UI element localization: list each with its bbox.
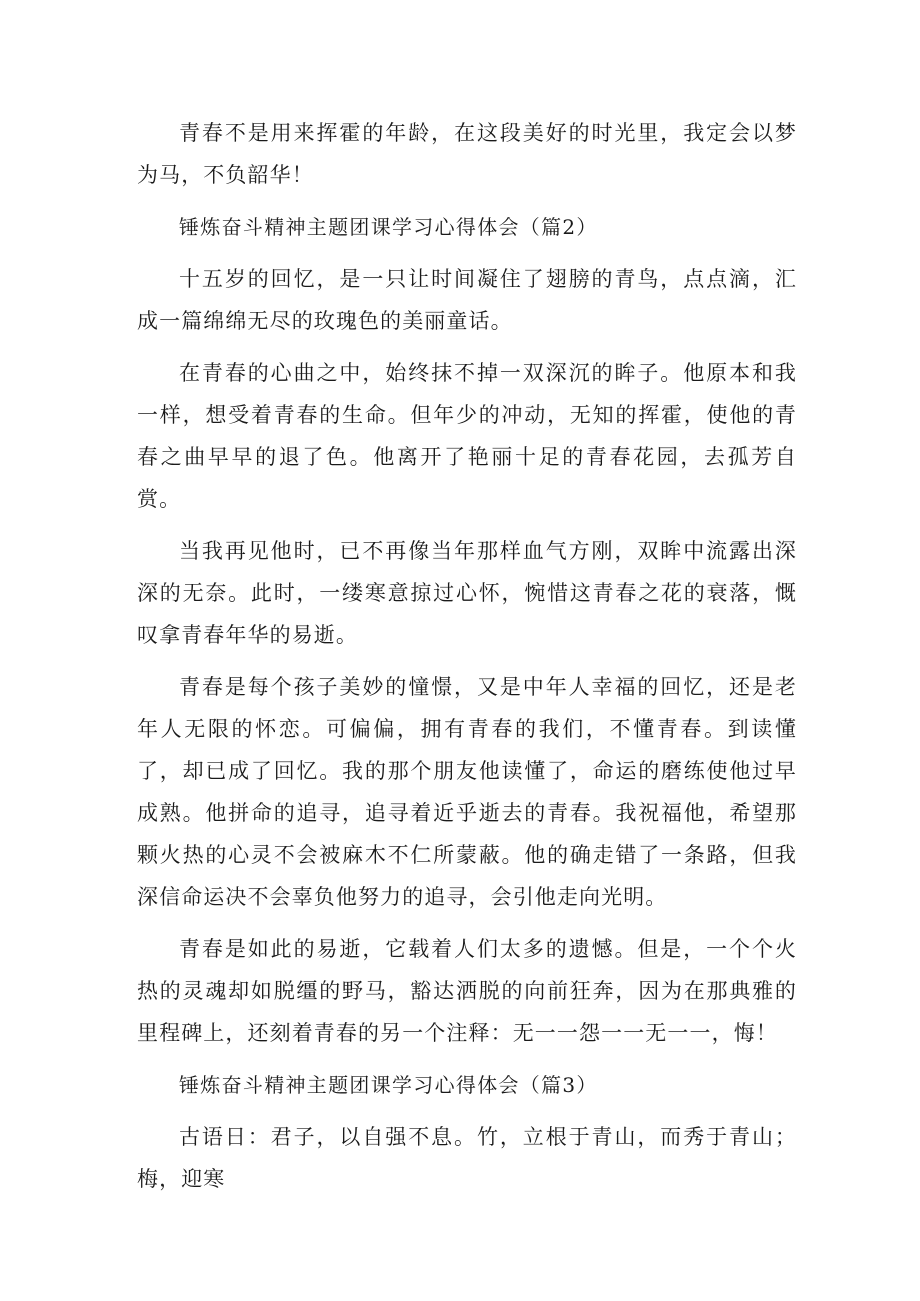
paragraph: 青春是每个孩子美妙的憧憬，又是中年人幸福的回忆，还是老年人无限的怀恋。可偏偏，拥有青春的我们，不懂青春。到读懂了，却已成了回忆。我的那个朋友他读懂了，命运的磨练使他过早成熟。他拼命的追寻，追寻着近乎逝去的青春。我祝福他，希望那颗火热的心灵不会被麻木不仁所蒙蔽。他的确走错了一条路，但我深信命运决不会辜负他努力的追寻，会引他走向光明。 (137, 675, 797, 909)
paragraph: 青春不是用来挥霍的年龄，在这段美好的时光里，我定会以梦为马，不负韶华！ (137, 121, 797, 187)
section-heading: 锤炼奋斗精神主题团课学习心得体会（篇2） (179, 215, 598, 239)
section-heading: 锤炼奋斗精神主题团课学习心得体会（篇3） (179, 1073, 598, 1097)
document-body (137, 112, 797, 1200)
paragraph: 当我再见他时，已不再像当年那样血气方刚，双眸中流露出深深的无奈。此时，一缕寒意掠过心怀，惋惜这青春之花的衰落，慨叹拿青春年华的易逝。 (137, 539, 797, 647)
paragraph: 青春是如此的易逝，它载着人们太多的遗憾。但是，一个个火热的灵魂却如脱缰的野马，豁达洒脱的向前狂奔，因为在那典雅的里程碑上，还刻着青春的另一个注释：无一一怨一一无一一，悔！ (137, 937, 797, 1045)
paragraph: 在青春的心曲之中，始终抹不掉一双深沉的眸子。他原本和我一样，想受着青春的生命。但年少的冲动，无知的挥霍，使他的青春之曲早早的退了色。他离开了艳丽十足的青春花园，去孤芳自赏。 (137, 361, 797, 511)
paragraph: 古语日：君子，以自强不息。竹，立根于青山，而秀于青山；梅，迎寒 (137, 1125, 797, 1191)
paragraph: 十五岁的回忆，是一只让时间凝住了翅膀的青鸟，点点滴，汇成一篇绵绵无尽的玫瑰色的美丽童话。 (137, 267, 797, 333)
